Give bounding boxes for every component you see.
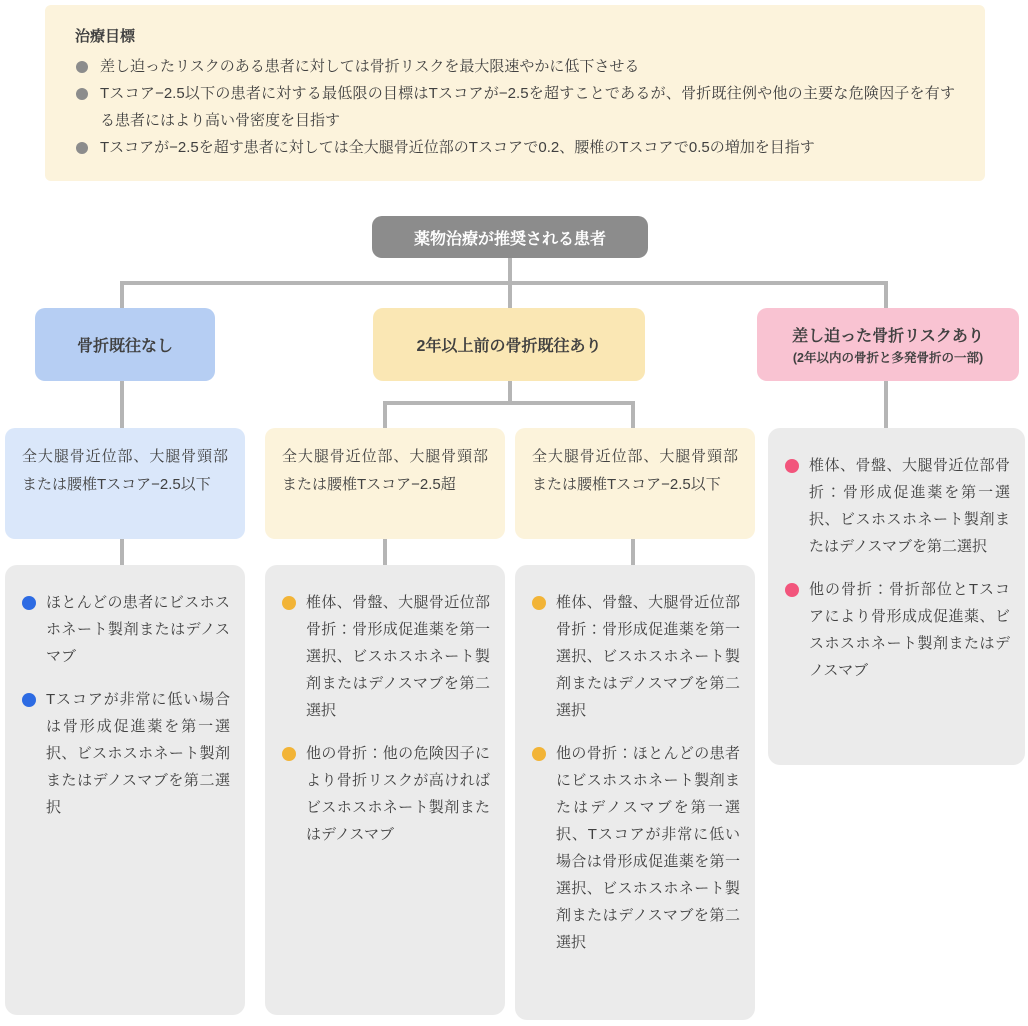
connector-line [383, 401, 635, 405]
recommendation-item [532, 589, 740, 724]
connector-line [120, 381, 124, 428]
recommendation-item [282, 740, 490, 848]
branch-label: 2年以上前の骨折既往あり [416, 338, 602, 355]
bullet-icon [532, 747, 546, 761]
connector-line [631, 539, 635, 565]
recommendation-text: 椎体、骨盤、大腿骨近位部骨折：骨形成促進薬を第一選択、ビスホスホネート製剤またはデノスマブを第二選択 [306, 594, 490, 719]
bullet-icon [282, 747, 296, 761]
recommendation-box-over2yr-above [265, 565, 505, 1015]
recommendation-list [785, 452, 1010, 684]
bullet-icon [22, 693, 36, 707]
connector-line [120, 281, 124, 308]
recommendation-item [282, 589, 490, 724]
condition-tscore-below: 全大腿骨近位部、大腿骨頸部または腰椎Tスコア−2.5以下 [5, 428, 245, 539]
recommendation-text: 他の骨折：他の危険因子により骨折リスクが高ければビスホスホネート製剤またはデノスマブ [306, 745, 490, 843]
condition-tscore-below-2: 全大腿骨近位部、大腿骨頸部または腰椎Tスコア−2.5以下 [515, 428, 755, 539]
recommendation-item [532, 740, 740, 956]
branch-no-fracture-history [35, 308, 215, 381]
root-node: 薬物治療が推奨される患者 [372, 216, 648, 258]
recommendation-text: Tスコアが非常に低い場合は骨形成促進薬を第一選択、ビスホスホネート製剤またはデノスマブを第二選択 [46, 691, 230, 816]
goal-item [75, 53, 955, 80]
recommendation-text: 他の骨折：骨折部位とTスコアにより骨形成成促進薬、ビスホスホネート製剤またはデノスマブ [809, 581, 1010, 679]
connector-line [508, 281, 512, 308]
condition-tscore-above: 全大腿骨近位部、大腿骨頸部または腰椎Tスコア−2.5超 [265, 428, 505, 539]
bullet-icon [785, 459, 799, 473]
bullet-icon [76, 61, 88, 73]
connector-line [383, 539, 387, 565]
goal-text: Tスコア−2.5以下の患者に対する最低限の目標はTスコアが−2.5を超すことであるが、骨折既往例や他の主要な危険因子を有する患者にはより高い骨密度を目指す [100, 85, 955, 129]
recommendation-list [22, 589, 230, 821]
treatment-goals-box [45, 5, 985, 181]
goal-item [75, 80, 955, 134]
recommendation-item [785, 576, 1010, 684]
recommendation-list [282, 589, 490, 848]
recommendation-text: ほとんどの患者にビスホスホネート製剤またはデノスマブ [46, 594, 230, 665]
branch-imminent-fracture-risk [757, 308, 1019, 381]
connector-line [120, 281, 888, 285]
recommendation-text: 椎体、骨盤、大腿骨近位部骨折：骨形成促進薬を第一選択、ビスホスホネート製剤またはデノスマブを第二選択 [809, 457, 1010, 555]
recommendation-box-no-history [5, 565, 245, 1015]
bullet-icon [76, 88, 88, 100]
branch-fracture-over-2yr [373, 308, 645, 381]
connector-line [631, 401, 635, 428]
recommendation-text: 他の骨折：ほとんどの患者にビスホスホネート製剤またはデノスマブを第一選択、Tスコアが非常に低い場合は骨形成促進薬を第一選択、ビスホスホネート製剤またはデノスマブを第二選択 [556, 745, 740, 951]
bullet-icon [785, 583, 799, 597]
recommendation-text: 椎体、骨盤、大腿骨近位部骨折：骨形成促進薬を第一選択、ビスホスホネート製剤またはデノスマブを第二選択 [556, 594, 740, 719]
bullet-icon [532, 596, 546, 610]
goal-list [75, 53, 955, 161]
connector-line [884, 281, 888, 308]
branch-label: 差し迫った骨折リスクあり [792, 328, 984, 345]
recommendation-item [22, 686, 230, 821]
branch-sublabel: (2年以内の骨折と多発骨折の一部) [792, 351, 984, 365]
goal-text: 差し迫ったリスクのある患者に対しては骨折リスクを最大限速やかに低下させる [100, 58, 640, 75]
recommendation-item [785, 452, 1010, 560]
connector-line [884, 381, 888, 428]
recommendation-box-over2yr-below [515, 565, 755, 1020]
goal-text: Tスコアが−2.5を超す患者に対しては全大腿骨近位部のTスコアで0.2、腰椎のTスコアで0.5の増加を目指す [100, 139, 815, 156]
recommendation-list [532, 589, 740, 956]
bullet-icon [22, 596, 36, 610]
connector-line [120, 539, 124, 565]
goal-item [75, 134, 955, 161]
bullet-icon [282, 596, 296, 610]
bullet-icon [76, 142, 88, 154]
connector-line [383, 401, 387, 428]
recommendation-item [22, 589, 230, 670]
goal-title: 治療目標 [75, 28, 136, 45]
branch-label: 骨折既往なし [76, 338, 173, 355]
recommendation-box-imminent-risk [768, 428, 1025, 765]
